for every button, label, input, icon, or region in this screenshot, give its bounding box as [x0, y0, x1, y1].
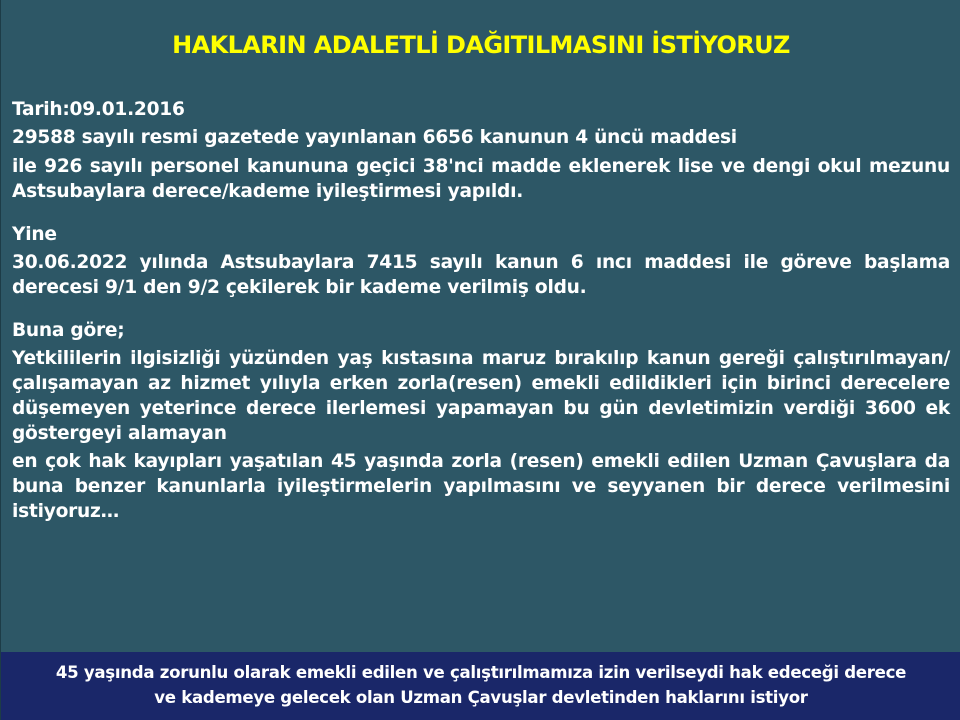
- slide-title: HAKLARIN ADALETLİ DAĞITILMASINI İSTİYORUZ: [172, 31, 790, 59]
- grievance-paragraph: Yetkililerin ilgisizliği yüzünden yaş kıstasına maruz bırakılıp kanun gereği çalıştırılmayan/çalışamayan az hizmet yılıyla erken zorla(resen) emekli edildikleri için birinci derecelere düşemeyen yeterince derece ilerlemesi yapamayan bu gün devletimizin verdiği 3600 ek göstergeyi alamayan: [12, 348, 950, 444]
- slide-body: [12, 97, 950, 524]
- demand-paragraph: en çok hak kayıpları yaşatılan 45 yaşında zorla (resen) emekli edilen Uzman Çavuşlara da buna benzer kanunlarla iyileştirmelerin yapılmasını ve seyyanen bir derece verilmesini istiyoruz…: [12, 451, 950, 522]
- yine-paragraph: Yine: [12, 224, 57, 245]
- footer-line-1: 45 yaşında zorunlu olarak emekli edilen ve çalıştırılmamıza izin verilseydi hak edeceği derece: [55, 663, 907, 682]
- law-7415-paragraph: 30.06.2022 yılında Astsubaylara 7415 sayılı kanun 6 ıncı maddesi ile göreve başlama derecesi 9/1 den 9/2 çekilerek bir kademe verilmiş oldu.: [12, 252, 950, 298]
- buna-gore-paragraph: Buna göre;: [12, 320, 125, 341]
- footer-line-2: ve kademeye gelecek olan Uzman Çavuşlar devletinden haklarını istiyor: [154, 688, 808, 707]
- footer-banner: [1, 652, 960, 720]
- gazette-paragraph: 29588 sayılı resmi gazetede yayınlanan 6656 kanunun 4 üncü maddesi: [12, 127, 737, 148]
- law-926-paragraph: ile 926 sayılı personel kanununa geçici 38'nci madde eklenerek lise ve dengi okul mezunu Astsubaylara derece/kademe iyileştirmesi yapıldı.: [12, 156, 950, 202]
- date-paragraph: Tarih:09.01.2016: [12, 99, 185, 120]
